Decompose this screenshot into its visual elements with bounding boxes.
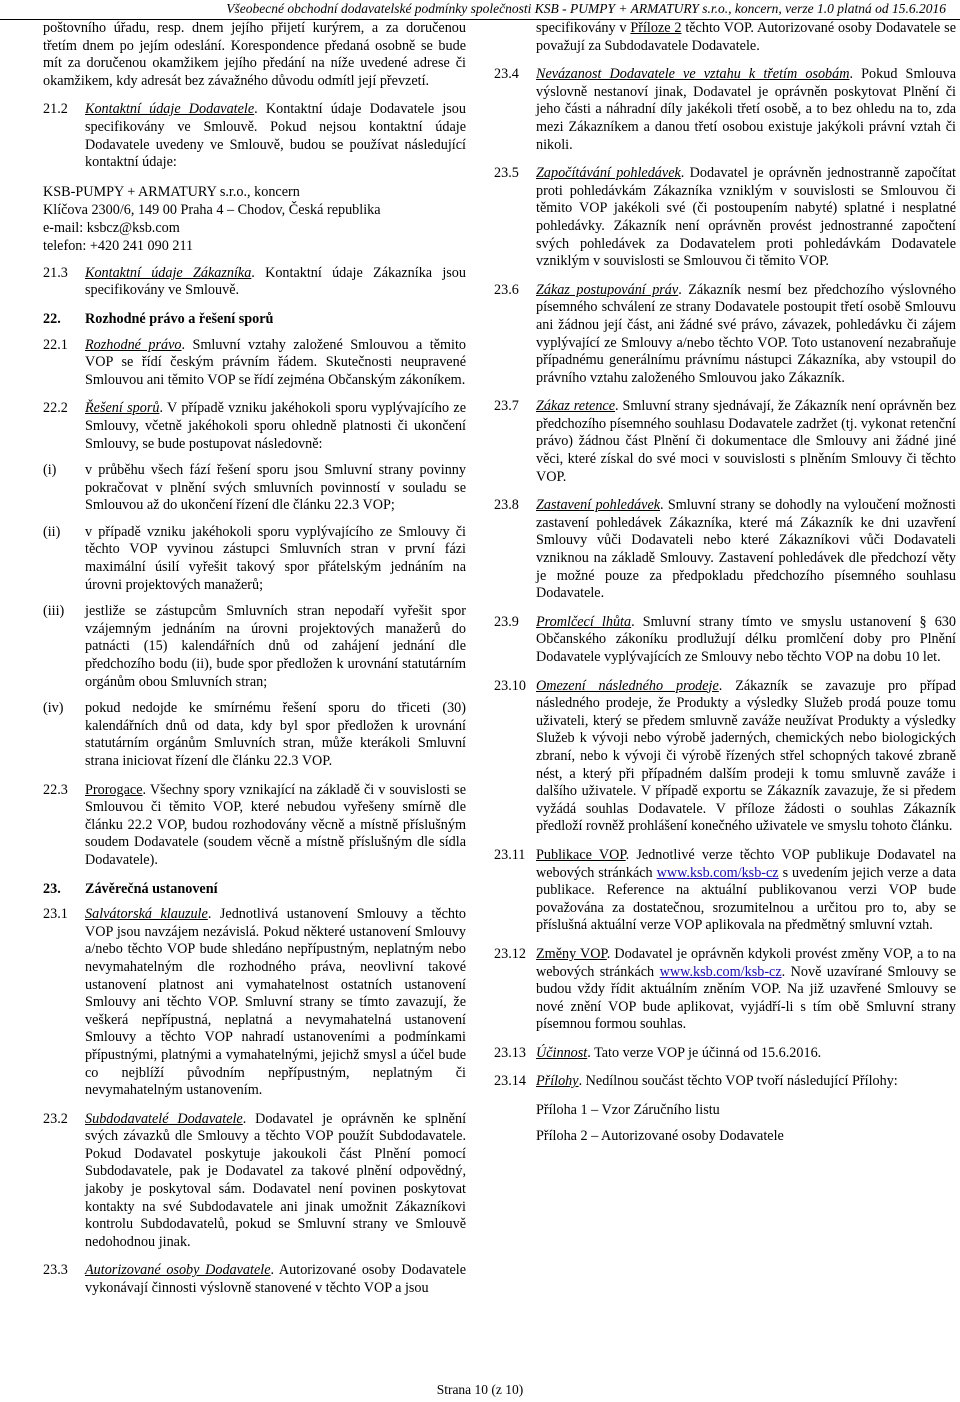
clause-title: Kontaktní údaje Zákazníka	[85, 264, 252, 281]
clause-text: . Jednotlivé verze těchto VOP publikuje Dodavatel na webových stránkách	[536, 846, 956, 881]
ksb-website-link[interactable]: www.ksb.com/ksb-cz	[656, 864, 779, 881]
clause-number: 23.5	[494, 165, 519, 182]
page-header	[0, 0, 960, 20]
clause-text: . Dodavatel je oprávněn kdykoli provést změny VOP, a to na webových stránkách	[536, 945, 956, 980]
clause-number: 23.3	[43, 1262, 68, 1279]
sub-text: v průběhu všech fází řešení sporu jsou Smluvní strany povinny pokračovat v plnění svých smluvních povinností v souladu se Smlouvou až do ukončení řízení dle článku 22.3 VOP;	[85, 462, 466, 514]
clause-23-2	[43, 1111, 466, 1252]
clause-22-1	[43, 337, 466, 390]
clause-23-13	[494, 1045, 956, 1063]
clause-text: . Dodavatel je oprávněn ke splnění svých závazků dle Smlouvy a těchto VOP použít Subdodavatele. Pokud Dodavatel poskytuje jakoukoli část Plnění pomocí Subdodavatele, pak je Dodavatel za takové plnění odpovědný, jakoby je poskytoval sám. Dodavatel není povinen poskytovat kontakty na své Subdodavatele ani jinak umožnit Zákazníkovi kontrolu Subdodavatelů, pokud se Smluvní strany ve Smlouvě nedohodnou jinak.	[85, 1110, 467, 1250]
clause-text-cont: . Nově uzavírané Smlouvy se budou vždy řídit aktuálním zněním VOP. Na již uzavřené Smlouvy se nové znění VOP bude aplikovat, vyjádří-li s tím obě Smluvní strany písemnou formou souhlas.	[536, 963, 957, 1033]
clause-title: Publikace VOP	[536, 846, 626, 863]
continuation-paragraph: poštovního úřadu, resp. dnem jejího přijetí kurýrem, a za doručenou třetím dnem po jejím odeslání. Korespondence předaná osobně se bude mít za doručenou okamžikem jejího předání na níže uvedené adrese či okamžikem, kdy adresát bez závažného důvodu odmítl její převzetí.	[43, 20, 466, 89]
clause-title: Omezení následného prodeje	[536, 677, 719, 694]
clause-title: Přílohy	[536, 1073, 579, 1090]
attachment-2: Příloha 2 – Autorizované osoby Dodavatele	[536, 1127, 784, 1144]
clause-text: . Kontaktní údaje Zákazníka jsou specifikovány ve Smlouvě.	[85, 264, 466, 299]
clause-text: . Jednotlivá ustanovení Smlouvy a těchto VOP jsou navzájem nezávislá. Pokud některé ustanovení Smlouvy a/nebo těchto VOP bude shledáno nepřípustným, neplatným nebo nevymahatelným dle rozhodného práva, neovlivní takové ustanovení platnost ani vymahatelnost ostatních ustanovení Smlouvy ani těchto VOP. Smluvní strany se tímto zavazují, že veškerá nepřípustná, neplatná a nevymahatelná ustanovení Smlouvy a těchto VOP nahradí ustanoveními a podmínkami přípustnými, platnými a vymahatelnými, jejichž smysl a účel bude co nejblíží původním nepřípustným, neplatným či nevymahatelným ustanovením.	[85, 906, 466, 1099]
section-number: 22.	[43, 310, 61, 327]
clause-23-7	[494, 398, 956, 486]
section-title: Závěrečná ustanovení	[85, 880, 218, 897]
clause-title: Salvátorská klauzule	[85, 906, 208, 923]
clause-text: . Kontaktní údaje Dodavatele jsou specifikovány ve Smlouvě. Pokud nejsou kontaktní údaje Dodavatele uvedeny ve Smlouvě, budou se používat následující kontaktní údaje:	[85, 101, 466, 171]
clause-number: 22.3	[43, 781, 68, 798]
sub-number: (iv)	[43, 700, 64, 717]
clause-title: Zastavení pohledávek	[536, 497, 661, 514]
clause-title: Autorizované osoby Dodavatele	[85, 1262, 271, 1279]
clause-title: Řešení sporů	[85, 400, 160, 417]
clause-title: Subdodavatelé Dodavatele	[85, 1110, 243, 1127]
clause-title: Zákaz postupování práv	[536, 281, 679, 298]
clause-number: 23.7	[494, 398, 519, 415]
clause-title: Nevázanost Dodavatele ve vztahu k třetím osobám	[536, 66, 850, 83]
clause-21-2	[43, 101, 466, 171]
page-footer: Strana 10 (z 10)	[436, 1382, 524, 1397]
section-23-heading	[43, 881, 466, 899]
sub-text: v případě vzniku jakéhokoli sporu vyplývajícího ze Smlouvy či těchto VOP vyvinou zástupci Smluvních stran v první fázi maximální úsilí vyřešit takový spor přátelským jednáním na úrovni projektových manažerů;	[85, 523, 466, 593]
clause-number: 22.2	[43, 400, 68, 417]
sub-number: (ii)	[43, 523, 61, 540]
clause-text: . Nedílnou součást těchto VOP tvoří následující Přílohy:	[578, 1073, 898, 1090]
section-title: Rozhodné právo a řešení sporů	[85, 310, 274, 327]
clause-21-3	[43, 265, 466, 300]
clause-title: Zákaz retence	[536, 398, 616, 415]
sub-item-iv	[43, 700, 466, 770]
clause-23-10	[494, 678, 956, 836]
address-company: KSB-PUMPY + ARMATURY s.r.o., koncern	[43, 183, 300, 200]
ksb-website-link[interactable]: www.ksb.com/ksb-cz	[659, 963, 782, 980]
clause-number: 22.1	[43, 336, 68, 353]
clause-number: 23.2	[43, 1110, 68, 1127]
clause-text: . V případě vzniku jakéhokoli sporu vyplývajícího ze Smlouvy, včetně jakéhokoli sporu ohledně platnosti či ukončení Smlouvy, se bude postupovat následovně:	[85, 400, 466, 452]
address-street: Klíčova 2300/6, 149 00 Praha 4 – Chodov, Česká republika	[43, 201, 381, 218]
clause-23-3	[43, 1262, 466, 1297]
section-22-heading	[43, 311, 466, 329]
cont-text-post: těchto VOP. Autorizované osoby Dodavatele se považují za Subdodavatele Dodavatele.	[536, 20, 957, 54]
clause-23-14	[494, 1073, 956, 1091]
clause-text: . Tato verze VOP je účinná od 15.6.2016.	[587, 1044, 822, 1061]
sub-item-iii	[43, 603, 466, 691]
clause-number: 23.9	[494, 613, 519, 630]
clause-number: 23.12	[494, 945, 526, 962]
clause-23-4	[494, 66, 956, 154]
appendix-reference: Příloze 2	[630, 20, 682, 36]
clause-23-5	[494, 165, 956, 271]
clause-23-12	[494, 946, 956, 1034]
clause-number: 23.11	[494, 846, 526, 863]
address-email: e-mail: ksbcz@ksb.com	[43, 219, 180, 236]
clause-text: . Smluvní strany se dohodly na vyloučení možnosti zastavení pohledávek Zákazníka, které má Zákazník ke dni uzavření Smlouvy vůči Dodavateli nebo které Zákazníkovi vůči Dodavateli vzniknou na základě Smlouvy. Zastavení pohledávek dle předchozí věty je možné pouze za předpokladu předchozího písemného souhlasu Dodavatele.	[536, 497, 956, 602]
sub-number: (i)	[43, 462, 57, 479]
clause-title: Promlčecí lhůta	[536, 613, 632, 630]
clause-23-6	[494, 282, 956, 388]
sub-text: pokud nedojde ke smírnému řešení sporu do třiceti (30) kalendářních dnů od data, kdy byl spor předložen k urovnání statutárním orgánům Smluvních stran, může kterákoli Smluvní strana iniciovat řízení dle článku 22.3 VOP.	[85, 700, 466, 769]
clause-number: 23.6	[494, 281, 519, 298]
clause-text-cont: s uvedením jejich verze a data publikace. Reference na aktuální publikovanou verzi VOP bude považována za dostatečnou, srozumitelnou a určitou pro to, aby se příslušná aktuální verze VOP aplikovala na předmětný smluvní vztah.	[536, 864, 956, 934]
clause-23-8	[494, 497, 956, 603]
sub-text: jestliže se zástupcům Smluvních stran nepodaří vyřešit spor vzájemným jednáním na úrovni projektových manažerů do patnácti (15) kalendářních dnů od zahájení jednání dle předchozího bodu (ii), bude spor předložen k urovnání statutárním orgánům obou Smluvních stran;	[85, 603, 466, 690]
clause-number: 23.8	[494, 497, 519, 514]
clause-title: Kontaktní údaje Dodavatele	[85, 101, 255, 118]
clause-number: 23.1	[43, 906, 68, 923]
clause-text: . Smluvní strany tímto ve smyslu ustanovení § 630 Občanského zákoníku prodlužují délku promlčení doby pro Plnění Dodavatele vyplývajících ze Smlouvy nebo těchto VOP na dobu 10 let.	[536, 613, 956, 665]
clause-title: Účinnost	[536, 1044, 588, 1061]
clause-text: . Zákazník se zavazuje pro případ následného prodeje, že Produkty a výsledky Služeb prodá pouze tomu uživateli, který se předem smluvně zaváže neužívat Produkty a výsledky Služeb k vývoji nebo výrobě jaderných, chemických nebo biologických zbraní, nebo k vývoji či výrobě řízených střel schopných takové zbraně nést, a který při případném dalším prodeji k tomu smluvně zaváže i dalšího uživatele. V případě exportu se Zákazník zavazuje, že si předem vyžádá souhlas Dodavatele. V příloze žádosti o souhlas Zákazník předloží rovněž prohlášení konečného uživatele ve smyslu tohoto článku.	[536, 677, 956, 835]
clause-22-3	[43, 782, 466, 870]
clause-number: 21.3	[43, 264, 68, 281]
clause-text: . Smluvní strany sjednávají, že Zákazník není oprávněn bez předchozího písemného souhlasu Dodavatele zadržet (tj. vykonat retenční právo) žádnou část Plnění či dokumentace dle Smlouvy ani žádné jiné věci, které získal do své moci v souvislosti s plněním Smlouvy či těchto VOP.	[536, 398, 956, 485]
clause-title: Prorogace	[85, 781, 143, 798]
clause-text: . Smluvní vztahy založené Smlouvou a těmito VOP se řídí českým právním řádem. Skutečnosti neupravené Smlouvou ani těmito VOP se řídí zejména Občanským zákoníkem.	[85, 336, 466, 388]
sub-item-ii	[43, 524, 466, 594]
cont-text-pre: specifikovány v	[536, 20, 631, 36]
clause-title: Započítávání pohledávek	[536, 165, 681, 182]
clause-text: . Pokud Smlouva výslovně nestanoví jinak, Dodavatel je oprávněn poskytovat Plnění či jeho části a náhradní díly jakékoli třetí osobě, a to bez ohledu na to, zda mezi Zákazníkem a danou třetí osobou existuje jakýkoli právní vztah či nikoli.	[536, 66, 956, 153]
left-column	[43, 20, 466, 1298]
clause-23-11	[494, 847, 956, 935]
sub-number: (iii)	[43, 603, 65, 620]
clause-number: 23.4	[494, 66, 519, 83]
clause-title: Rozhodné právo	[85, 336, 182, 353]
clause-number: 23.14	[494, 1073, 526, 1090]
sub-item-i	[43, 462, 466, 515]
continuation-paragraph	[494, 20, 956, 55]
clause-text: . Dodavatel je oprávněn jednostranně započítat proti pohledávkám Zákazníka vzniklým v souvislosti se Smlouvou či těmito VOP jakékoli své (či postoupením nabyté) splatné i nesplatné pohledávky. Zákazník není oprávněn provést jednostranné započtení svých pohledávek za Dodavatelem proti pohledávkám Dodavatele vzniklým v souvislosti se Smlouvou či těmito VOP.	[536, 165, 956, 270]
clause-22-2	[43, 400, 466, 770]
address-phone: telefon: +420 241 090 211	[43, 237, 194, 254]
clause-text: . Zákazník nesmí bez předchozího výslovného písemného schválení ze strany Dodavatele postoupit třetí osobě Smlouvu ani žádnou její část, ani žádné své právo, závazek, pohledávku či zájem vyplývající ze Smlouvy a/nebo těchto VOP. Toto ustanovení nezabraňuje případnému generálnímu právnímu nástupci Zákazníka, aby vstoupil do právního vztahu založeného Smlouvou jako Zákazník.	[536, 281, 956, 386]
clause-text: . Všechny spory vznikající na základě či v souvislosti se Smlouvou či těmito VOP, které nebudou vyřešeny smírně dle článku 22.2 VOP, budou rozhodovány věcně a místně příslušným soudem Dodavatele (soudem věcně a místně příslušným dle sídla Dodavatele).	[85, 781, 466, 868]
clause-number: 21.2	[43, 101, 68, 118]
attachment-1: Příloha 1 – Vzor Záručního listu	[536, 1102, 720, 1119]
right-column	[494, 20, 956, 1153]
clause-23-1	[43, 906, 466, 1100]
clause-23-9	[494, 614, 956, 667]
clause-number: 23.10	[494, 677, 526, 694]
clause-number: 23.13	[494, 1044, 526, 1061]
section-number: 23.	[43, 880, 61, 897]
clause-title: Změny VOP	[536, 945, 607, 962]
supplier-address	[43, 183, 466, 255]
clause-text: . Autorizované osoby Dodavatele vykonávají činnosti výslovně stanovené v těchto VOP a jsou	[85, 1262, 466, 1297]
header-text: Všeobecné obchodní dodavatelské podmínky společnosti KSB - PUMPY + ARMATURY s.r.o., koncern, verze 1.0 platná od 15.6.2016	[226, 1, 946, 16]
